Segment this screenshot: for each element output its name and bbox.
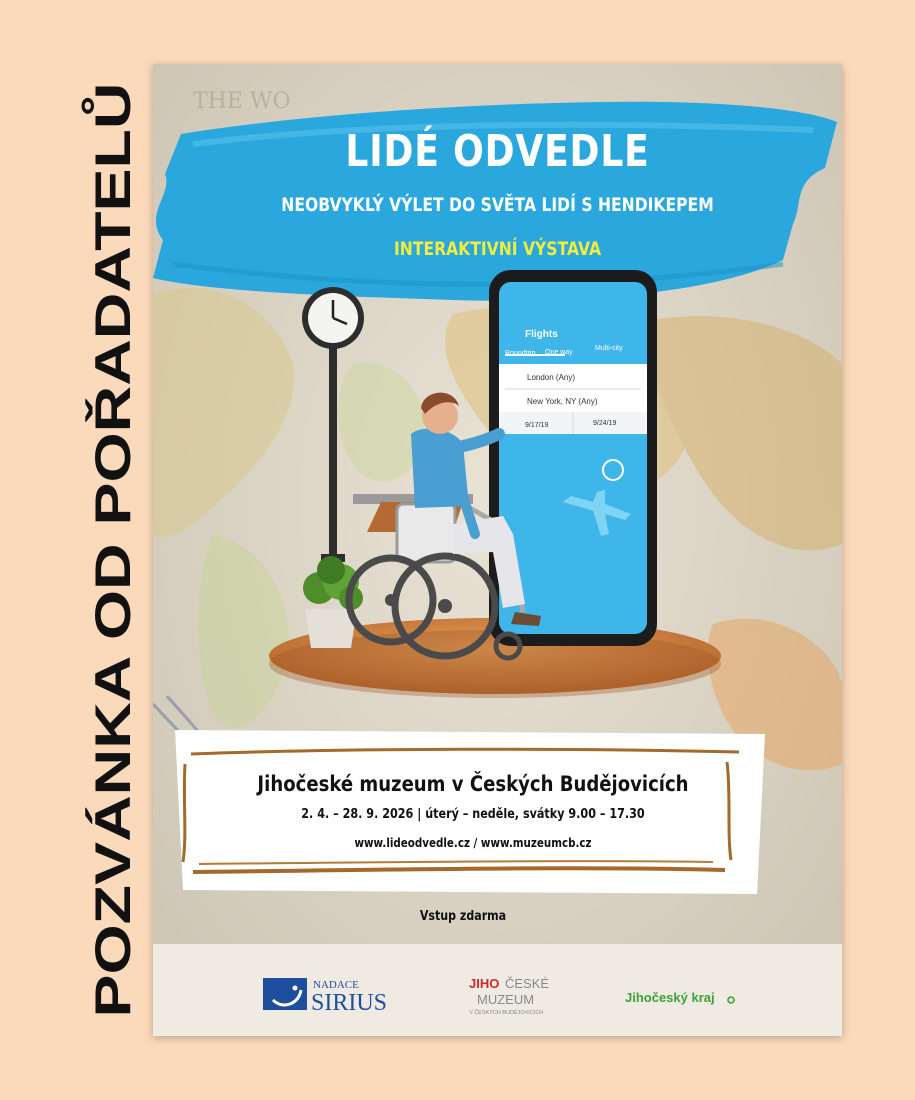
museum-logo-sub: V ČESKÝCH BUDĚJOVICÍCH [469, 1010, 544, 1016]
phone-tab-multicity: Multi-city [595, 345, 623, 352]
museum-logo-ceske: ČESKÉ [505, 976, 550, 991]
phone-from: London (Any) [527, 373, 576, 382]
svg-text:THE WO: THE WO [193, 89, 291, 114]
poster-subtitle: NEOBVYKLÝ VÝLET DO SVĚTA LIDÍ S HENDIKEPEM [281, 194, 714, 216]
side-label [18, 50, 148, 1050]
sirius-logo [263, 978, 387, 1016]
sponsor-footer [153, 944, 842, 1036]
sirius-main-text: SIRIUS [311, 990, 388, 1016]
info-card [183, 732, 763, 892]
poster-tagline: INTERAKTIVNÍ VÝSTAVA [393, 238, 602, 260]
phone-tab-oneway: One way [545, 349, 573, 356]
exhibition-poster [153, 64, 842, 1036]
sirius-top-text: NADACE [313, 979, 359, 991]
phone-app-title: Flights [525, 329, 558, 340]
museum-logo [469, 976, 549, 1016]
kraj-logo-text: Jihočeský kraj [625, 990, 715, 1005]
web-links: www.lideodvedle.cz / www.muzeumcb.cz [354, 836, 592, 850]
phone-to: New York, NY (Any) [527, 397, 598, 406]
free-entry: Vstup zdarma [419, 909, 507, 924]
kraj-logo [625, 990, 734, 1005]
phone-date-start: 9/17/19 [525, 422, 549, 429]
museum-logo-muzeum: MUZEUM [477, 992, 535, 1007]
museum-logo-jiho: JIHO [469, 976, 500, 991]
exhibition-dates: 2. 4. – 28. 9. 2026 | úterý – neděle, svátky 9.00 – 17.30 [301, 807, 645, 822]
poster-title: LIDÉ ODVEDLE [345, 126, 650, 177]
phone-tab-roundtrip: Roundtrip [505, 350, 536, 357]
phone-date-end: 9/24/19 [593, 420, 617, 427]
museum-name: Jihočeské muzeum v Českých Budějovicích [257, 772, 689, 796]
side-label-text: POZVÁNKA OD POŘADATELŮ [85, 292, 141, 1018]
